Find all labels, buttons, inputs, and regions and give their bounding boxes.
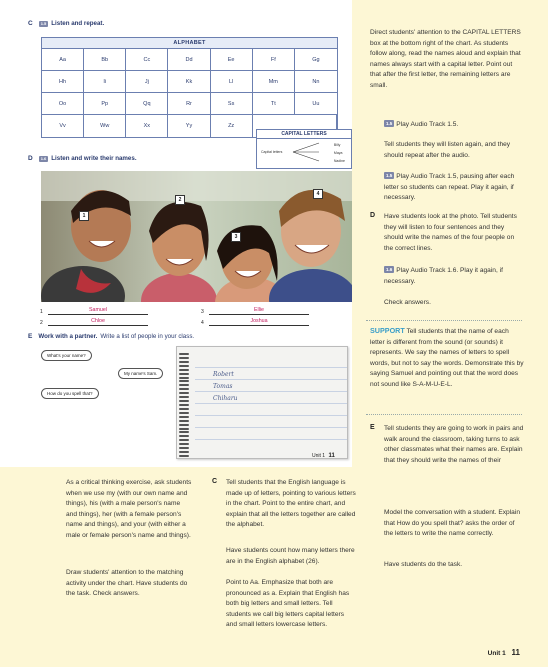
student-book-page-number [312,453,335,459]
alphabet-cell: Uu [295,93,337,115]
page-number: 11 [328,453,335,459]
audio-track-badge: 1.6 [40,155,47,161]
student-book-page [26,10,352,467]
section-letter: D [28,155,33,162]
tg-paragraph [384,172,524,204]
alphabet-cell: Mm [253,71,295,93]
tg-paragraph: Model the conversation with a student. Explain that How do you spell that? asks the order of the letters to write the name correctly. [384,509,520,537]
capital-letters-names [334,141,345,165]
teacher-guide-page-number [488,648,520,657]
tg-text: Tell students that the name of each letter is different from the sound (or sounds) it represents. We say the names of letters to spell words, but not to say the words. Demonstrate this by saying Samuel and pointing out that the word does not sound like S-A-M-U-E-L. [370,328,524,388]
section-e-heading [28,333,194,340]
alphabet-cell: Hh [42,71,84,93]
alphabet-cell: Nn [295,71,337,93]
section-title: Listen and write their names. [51,155,137,162]
answer-number: 3 [201,309,204,315]
notebook-name: Chiharu [213,395,238,402]
answer-number: 4 [201,320,204,326]
section-instruction: Write a list of people in your class. [100,333,195,340]
capital-name: Nadine [333,159,345,163]
tg-paragraph [384,266,524,287]
tg-section-letter: D [370,212,376,219]
photo-number-badge: 4 [313,189,323,199]
tg-paragraph: Check answers. [384,299,431,306]
tg-paragraph: Point to Aa. Emphasize that both are pronounced as a. Explain that English has both big letters and small letters. Tell students we call big letters capital letters and small letters lowercase letters. [226,579,350,628]
tg-section-letter: C [212,478,218,485]
audio-track-badge: 1.5 [40,20,47,26]
divider [366,320,522,321]
photo-number-badge: 3 [231,232,241,242]
divider [366,414,522,415]
notebook-name: Tomas [213,383,233,390]
support-label: SUPPORT [370,326,405,335]
alphabet-cell: Gg [295,49,337,71]
alphabet-cell: Jj [126,71,168,93]
page-number: 11 [511,648,520,657]
tg-section-letter: E [370,424,375,431]
audio-track-badge: 1.5 [386,121,393,126]
tg-paragraph: Draw students' attention to the matching activity under the chart. Have students do the task. Check answers. [66,569,188,597]
speech-bubble: What's your name? [41,350,92,361]
answer-number: 2 [40,320,43,326]
section-title: Work with a partner. [38,333,98,340]
section-d-heading [28,155,137,162]
section-c-heading [28,20,104,27]
answer-name: Joshua [209,318,309,326]
tg-paragraph: Have students do the task. [384,561,463,568]
unit-label: Unit 1 [312,453,326,459]
tg-text: Play Audio Track 1.6. Play it again, if necessary. [384,267,503,285]
capital-name: Billy [333,143,341,147]
tg-paragraph: Have students count how many letters there are in the English alphabet (26). [226,547,355,565]
notebook-name: Robert [213,371,234,378]
section-letter: E [28,333,33,340]
support-box [370,326,524,390]
tg-text: Play Audio Track 1.5, pausing after each letter so students can repeat. Play it again, if necessary. [384,173,515,201]
section-title: Listen and repeat. [51,20,105,27]
alphabet-cell: Kk [168,71,210,93]
alphabet-cell: Ss [211,93,253,115]
tg-paragraph: Tell students they are going to work in pairs and walk around the classroom, taking turns to ask other classmates what their names are. Explain that they should write the names of their [384,425,524,464]
alphabet-cell: Yy [168,115,210,137]
spiral-binding-icon [179,353,191,457]
alphabet-cell: Ee [211,49,253,71]
alphabet-cell: Zz [211,115,253,137]
alphabet-cell: Qq [126,93,168,115]
alphabet-cell: Tt [253,93,295,115]
alphabet-cell: Ll [211,71,253,93]
alphabet-grid [42,49,337,137]
alphabet-cell: Ww [84,115,126,137]
answer-name: Ellie [209,307,309,315]
answer-number: 1 [40,309,43,315]
capital-letters-box [256,129,352,169]
speech-bubble: How do you spell that? [41,388,99,399]
alphabet-cell: Vv [42,115,84,137]
tg-paragraph: As a critical thinking exercise, ask students when we use my (with our own name and things), his (with a male person's name and things), her (with a female person's name and things), and your (with either a male or female person's name and things). [66,479,192,539]
tg-paragraph: Tell students that the English language is made up of letters, pointing to various letters in the chart. Point to the entire chart, and explain that all the letters together are called the alphabet. [226,479,356,528]
alphabet-cell: Xx [126,115,168,137]
teens-photo [41,171,352,302]
matching-lines-icon [291,140,321,168]
capital-letters-label: Capital letters [261,150,283,154]
alphabet-title: ALPHABET [42,38,337,49]
answer-name: Chloe [48,318,148,326]
alphabet-cell: Ff [253,49,295,71]
tg-paragraph [384,120,524,131]
alphabet-cell: Cc [126,49,168,71]
photo-number-badge: 1 [79,211,89,221]
alphabet-cell: Dd [168,49,210,71]
alphabet-cell: Pp [84,93,126,115]
photo-number-badge: 2 [175,195,185,205]
alphabet-cell: Aa [42,49,84,71]
capital-name: Maya [333,151,343,155]
alphabet-cell: Ii [84,71,126,93]
notebook-illustration [176,346,348,459]
photo-illustration [41,171,352,302]
tg-paragraph: Direct students' attention to the CAPITAL LETTERS box at the bottom right of the chart. As students follow along, read the names aloud and explain that names always start with a capital letter. Point out that after the first letter, the remaining letters are small. [370,29,521,89]
tg-text: Play Audio Track 1.5. [396,121,459,128]
alphabet-cell: Rr [168,93,210,115]
section-letter: C [28,20,33,27]
alphabet-chart [41,37,338,138]
unit-label: Unit 1 [487,650,506,657]
audio-track-badge: 1.5 [386,173,393,178]
tg-paragraph: Tell students they will listen again, and they should repeat after the audio. [384,141,511,159]
capital-letters-title: CAPITAL LETTERS [257,130,351,139]
audio-track-badge: 1.6 [386,267,393,272]
tg-paragraph: Have students look at the photo. Tell students they will listen to four sentences and they should write the names of the four people on the correct lines. [384,213,517,252]
answer-name: Samuel [48,307,148,315]
alphabet-cell: Bb [84,49,126,71]
alphabet-cell: Oo [42,93,84,115]
speech-bubble: My name's Sam. [118,368,163,379]
